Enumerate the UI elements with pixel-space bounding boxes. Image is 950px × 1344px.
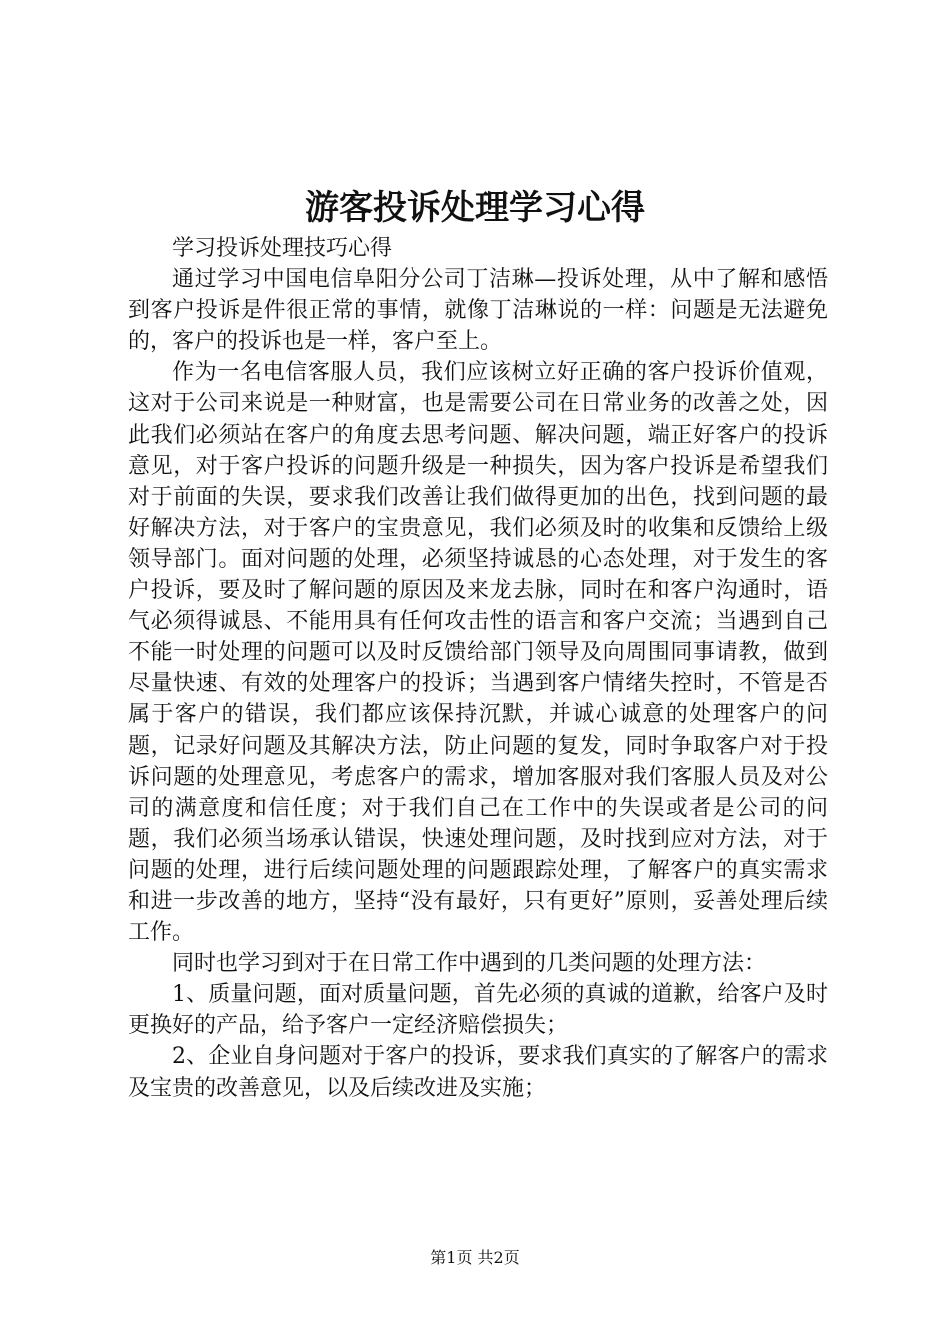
paragraph-main: 作为一名电信客服人员，我们应该树立好正确的客户投诉价值观，这对于公司来说是一种财富，也是需要公司在日常业务的改善之处，因此我们必须站在客户的角度去思考问题、解决问题，端正好客户的投诉意见，对于客户投诉的问题升级是一种损失，因为客户投诉是希望我们对于前面的失误，要求我们改善让我们做得更加的出色，找到问题的最好解决方法，对于客户的宝贵意见，我们必须及时的收集和反馈给上级领导部门。面对问题的处理，必须坚持诚恳的心态处理，对于发生的客户投诉，要及时了解问题的原因及来龙去脉，同时在和客户沟通时，语气必须得诚恳、不能用具有任何攻击性的语言和客户交流；当遇到自己不能一时处理的问题可以及时反馈给部门领导及向周围同事请教，做到尽量快速、有效的处理客户的投诉；当遇到客户情绪失控时，不管是否属于客户的错误，我们都应该保持沉默，并诚心诚意的处理客户的问题，记录好问题及其解决方法，防止问题的复发，同时争取客户对于投诉问题的处理意见，考虑客户的需求，增加客服对我们客服人员及对公司的满意度和信任度；对于我们自己在工作中的失误或者是公司的问题，我们必须当场承认错误，快速处理问题，及时找到应对方法，对于问题的处理，进行后续问题处理的问题跟踪处理，了解客户的真实需求和进一步改善的地方，坚持“没有最好，只有更好”原则，妥善处理后续工作。 bbox=[128, 360, 828, 946]
paragraph-item-1: 1、质量问题，面对质量问题，首先必须的真诚的道歉，给客户及时更换好的产品，给予客户一定经济赔偿损失； bbox=[128, 982, 828, 1039]
page-indicator: 第1页 共2页 bbox=[430, 1248, 520, 1267]
document-body bbox=[128, 233, 828, 1104]
paragraph-methods-intro: 同时也学习到对于在日常工作中遇到的几类问题的处理方法： bbox=[172, 951, 767, 977]
paragraph-intro: 通过学习中国电信阜阳分公司丁洁琳—投诉处理，从中了解和感悟到客户投诉是件很正常的事情，就像丁洁琳说的一样：问题是无法避免的，客户的投诉也是一样，客户至上。 bbox=[128, 267, 828, 355]
paragraph-item-2: 2、企业自身问题对于客户的投诉，要求我们真实的了解客户的需求及宝贵的改善意见，以及后续改进及实施； bbox=[128, 1044, 828, 1101]
document-title: 游客投诉处理学习心得 bbox=[305, 188, 645, 228]
paragraph-subtitle: 学习投诉处理技巧心得 bbox=[172, 236, 393, 261]
